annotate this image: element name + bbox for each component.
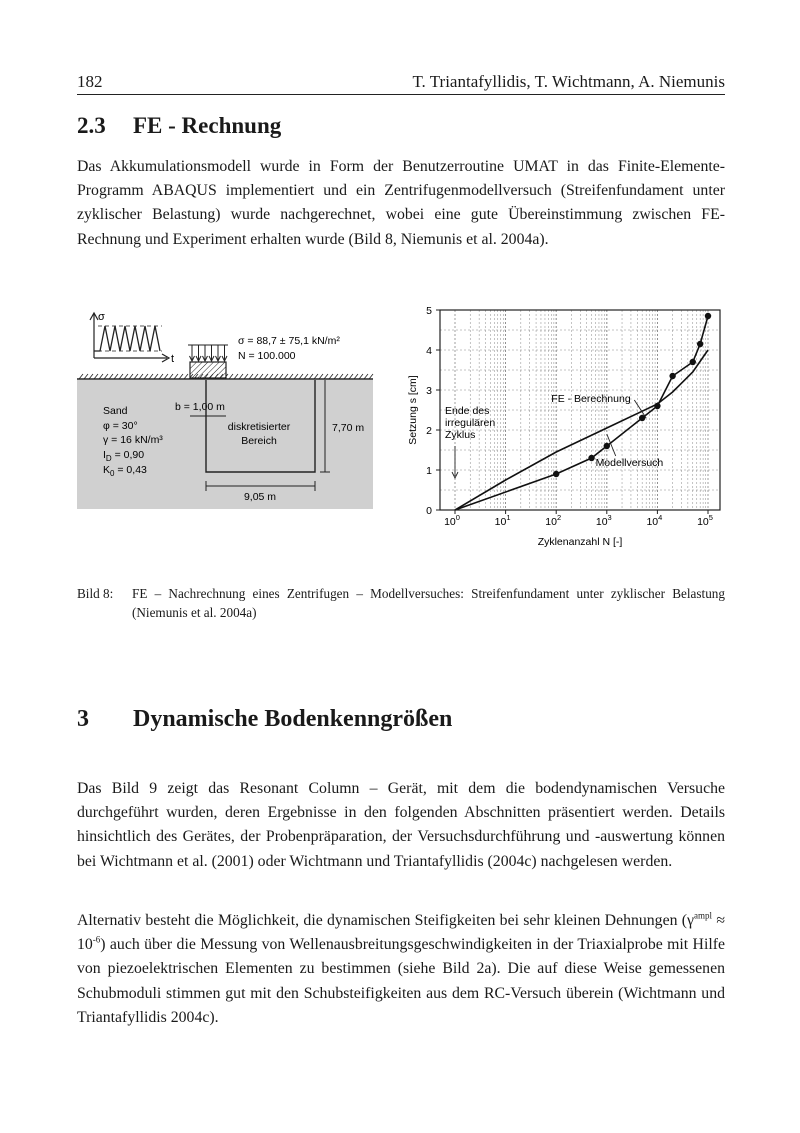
cycle-count-label: N = 100.000 bbox=[238, 350, 296, 362]
y-tick-label: 5 bbox=[426, 305, 432, 317]
density-index-label: $I_D = 0,90$ bbox=[103, 449, 145, 463]
data-point bbox=[697, 341, 703, 347]
x-tick-label: $10^3$ bbox=[595, 513, 612, 528]
region-label-line2: Bereich bbox=[241, 435, 277, 447]
chart-y-axis-label: Setzung s [cm] bbox=[407, 375, 419, 445]
page-authors: T. Triantafyllidis, T. Wichtmann, A. Niemunis bbox=[412, 72, 725, 91]
series-line bbox=[455, 316, 708, 510]
unit-weight-label: γ = 16 kN/m³ bbox=[103, 434, 163, 446]
data-point bbox=[669, 373, 675, 379]
data-point bbox=[588, 455, 594, 461]
end-cycle-annotation-line3: Zyklus bbox=[445, 429, 476, 441]
foundation-width-label: b = 1,00 m bbox=[175, 401, 225, 413]
section-heading-2-3 bbox=[77, 113, 281, 139]
load-arrows bbox=[190, 345, 228, 361]
model-test-annotation: Modellversuch bbox=[595, 457, 664, 469]
caption-label: Bild 8: bbox=[77, 586, 114, 601]
section-number: 3 bbox=[77, 706, 89, 732]
earth-pressure-label: $K_0 = 0,43$ bbox=[103, 464, 147, 478]
sigma-axis-label: σ bbox=[98, 311, 105, 323]
data-point bbox=[553, 471, 559, 477]
foundation-sketch bbox=[77, 311, 373, 509]
soil-type-label: Sand bbox=[103, 405, 128, 417]
y-tick-label: 3 bbox=[426, 385, 432, 397]
superscript-exponent: -6 bbox=[92, 934, 101, 945]
section-title: Dynamische Bodenkenngrößen bbox=[133, 706, 453, 732]
paragraph-text: ) auch über die Messung von Wellenausbreitungsgeschwindigkeiten in der Triaxialprobe mit Hilfe von piezoelektrischen Elementen zu bestimmen (siehe Bild 2a). Die auf diese Weise gemessenen Schubmoduli stimmen gut mit den Schubsteifigkeiten aus dem RC-Versuch überein (Wichtmann und Triantafyllidis 2004c). bbox=[77, 936, 725, 1026]
chart-x-axis-label: Zyklenanzahl N [-] bbox=[537, 536, 623, 548]
x-tick-label: $10^2$ bbox=[545, 513, 562, 528]
data-point bbox=[705, 313, 711, 319]
superscript-ampl: ampl bbox=[694, 910, 713, 921]
paragraph-2-3: Das Akkumulationsmodell wurde in Form der Benutzerroutine UMAT in das Finite-Elemente-Programm ABAQUS implementiert und ein Zentrifugenmodellversuch (Streifenfundament unter zyklischer Belastung) wurde nachgerechnet, wobei eine gute Übereinstimmung zwischen FE-Rechnung und Experiment erhalten wurde (Bild 8, Niemunis et al. 2004a). bbox=[77, 158, 725, 248]
chart-series bbox=[452, 313, 711, 510]
x-tick-label: $10^1$ bbox=[494, 513, 511, 528]
end-cycle-annotation-line1: Ende des bbox=[445, 405, 490, 417]
paragraph-3-2 bbox=[77, 909, 725, 1030]
fe-pointer bbox=[634, 400, 646, 418]
x-tick-label: $10^4$ bbox=[646, 513, 663, 528]
region-label-line1: diskretisierter bbox=[227, 421, 291, 433]
data-point bbox=[654, 403, 660, 409]
section-number: 2.3 bbox=[77, 113, 106, 138]
y-tick-label: 0 bbox=[426, 505, 432, 517]
paragraph-3-1: Das Bild 9 zeigt das Resonant Column – Gerät, mit dem die bodendynamischen Versuche durchgeführt wurden, deren Ergebnisse in den folgenden Abschnitten präsentiert werden. Details hinsichtlich des Gerätes, der Probenpräparation, der Versuchsdurchführung und -auswertung können bei Wichtmann et al. (2001) oder Wichtmann und Triantafyllidis (2004c) nachgelesen werden. bbox=[77, 780, 725, 870]
x-tick-label: $10^0$ bbox=[444, 513, 460, 528]
depth-label: 7,70 m bbox=[332, 422, 365, 434]
data-point bbox=[690, 359, 696, 365]
paragraph-text: ≈ 10 bbox=[77, 912, 725, 954]
paragraph-text: Alternativ besteht die Möglichkeit, die dynamischen Steifigkeiten bei sehr kleinen Dehnungen (γ bbox=[77, 912, 695, 929]
page-number: 182 bbox=[77, 72, 103, 91]
x-tick-label: $10^5$ bbox=[697, 513, 713, 528]
y-tick-label: 4 bbox=[426, 345, 432, 357]
y-tick-label: 1 bbox=[426, 465, 432, 477]
section-title: FE - Rechnung bbox=[133, 113, 282, 138]
end-cycle-annotation-line2: irregulären bbox=[445, 417, 496, 429]
load-amplitude-label: σ = 88,7 ± 75,1 kN/m² bbox=[238, 335, 340, 347]
fe-annotation: FE - Berechnung bbox=[551, 393, 631, 405]
figure-8 bbox=[70, 296, 730, 556]
figure-svg bbox=[70, 296, 730, 556]
page-header bbox=[77, 70, 725, 95]
settlement-chart bbox=[407, 305, 720, 548]
friction-angle-label: φ = 30° bbox=[103, 420, 138, 432]
y-tick-label: 2 bbox=[426, 425, 432, 437]
data-point bbox=[604, 443, 610, 449]
time-axis-label: t bbox=[171, 353, 175, 365]
load-signal bbox=[94, 326, 160, 351]
foundation-block bbox=[190, 362, 226, 378]
section-heading-3 bbox=[77, 706, 452, 733]
caption-text: FE – Nachrechnung eines Zentrifugen – Modellversuches: Streifenfundament unter zyklischer Belastung (Niemunis et al. 2004a) bbox=[132, 586, 725, 620]
extent-label: 9,05 m bbox=[243, 491, 277, 503]
